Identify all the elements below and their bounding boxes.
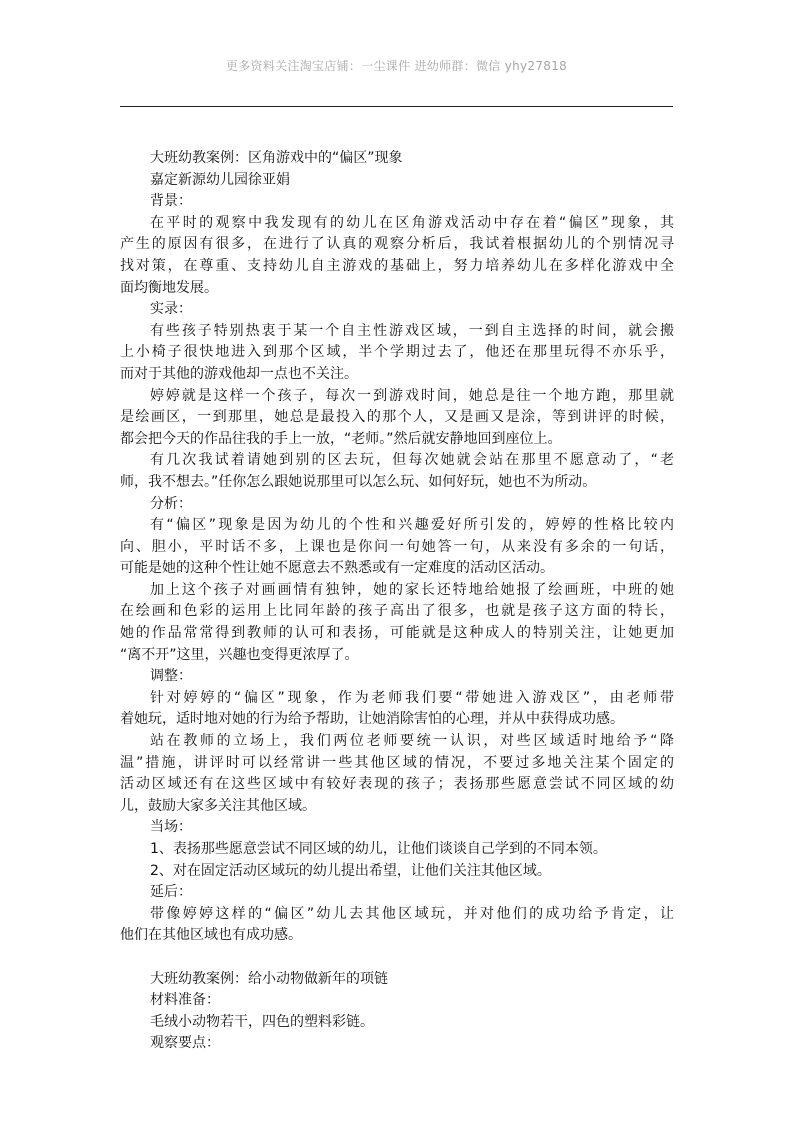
page-header: 更多资料关注淘宝店铺：一尘课件 进幼师群：微信 yhy27818	[225, 59, 568, 73]
paragraph-line: 有些孩子特别热衷于某一个自主性游戏区域，一到自主选择的时间，就会搬	[150, 322, 674, 339]
materials-label: 材料准备：	[150, 992, 220, 1009]
paragraph-line: 婷婷就是这样一个孩子，每次一到游戏时间，她总是往一个地方跑，那里就	[150, 387, 674, 404]
materials-text: 毛绒小动物若干，四色的塑料彩链。	[150, 1013, 374, 1030]
case2-title: 大班幼教案例：给小动物做新年的项链	[150, 970, 388, 987]
paragraph-line: 他们在其他区域也有成功感。	[120, 927, 302, 944]
paragraph-line: 而对于其他的游戏他却一点也不关注。	[120, 365, 358, 382]
paragraph-line: 都会把今天的作品往我的手上一放，“老师。”然后就安静地回到座位上。	[120, 430, 562, 447]
paragraph-line: 她的作品常常得到教师的认可和表扬，可能就是这种成人的特别关注，让她更加	[120, 625, 674, 642]
paragraph-line: 上小椅子很快地进入到那个区域，半个学期过去了，他还在那里玩得不亦乐乎，	[120, 344, 674, 361]
paragraph-line: 有“偏区”现象是因为幼儿的个性和兴趣爱好所引发的，婷婷的性格比较内	[150, 517, 674, 534]
paragraph-line: 活动区域还有在这些区域中有较好表现的孩子；表扬那些愿意尝试不同区域的幼	[120, 776, 674, 793]
paragraph-line: 面均衡地发展。	[120, 279, 218, 296]
now-label: 当场：	[150, 819, 192, 836]
paragraph-line: 站在教师的立场上，我们两位老师要统一认识，对些区域适时地给予“降	[150, 733, 674, 750]
list-item: 2、对在固定活动区域玩的幼儿提出希望，让他们关注其他区域。	[150, 862, 551, 879]
background-label: 背景：	[150, 193, 192, 210]
list-item: 1、表扬那些愿意尝试不同区域的幼儿，让他们谈谈自己学到的不同本领。	[150, 841, 607, 857]
record-label: 实录：	[150, 301, 192, 318]
document-body	[120, 148, 674, 1055]
later-label: 延后：	[150, 884, 192, 901]
paragraph-line: 师，我不想去。”任你怎么跟她说那里可以怎么玩、如何好玩，她也不为所动。	[120, 473, 597, 490]
adjust-label: 调整：	[150, 668, 192, 685]
paragraph-line: 儿，鼓励大家多关注其他区域。	[120, 797, 316, 814]
paragraph-line: 有几次我试着请她到别的区去玩，但每次她就会站在那里不愿意动了，“老	[150, 452, 674, 469]
paragraph-line: 是绘画区，一到那里，她总是最投入的那个人，又是画又是涂，等到讲评的时候，	[120, 409, 674, 426]
paragraph-line: 针对婷婷的“偏区”现象，作为老师我们要“带她进入游戏区”，由老师带	[150, 689, 674, 706]
analysis-label: 分析：	[150, 495, 192, 512]
paragraph-line: “离不开”这里，兴趣也变得更浓厚了。	[120, 646, 359, 663]
case1-author: 嘉定新源幼儿园徐亚娟	[150, 171, 290, 188]
paragraph-line: 着她玩，适时地对她的行为给予帮助，让她消除害怕的心理，并从中获得成功感。	[120, 711, 624, 728]
paragraph-line: 加上这个孩子对画画情有独钟，她的家长还特地给她报了绘画班，中班的她	[150, 581, 674, 598]
paragraph-line: 在平时的观察中我发现有的幼儿在区角游戏活动中存在着“偏区”现象，其	[150, 214, 674, 231]
paragraph-line: 产生的原因有很多，在进行了认真的观察分析后，我试着根据幼儿的个别情况寻	[120, 236, 674, 253]
observe-label: 观察要点：	[150, 1035, 220, 1052]
case1-title: 大班幼教案例：区角游戏中的“偏区”现象	[150, 150, 403, 166]
paragraph-line: 在绘画和色彩的运用上比同年龄的孩子高出了很多，也就是孩子这方面的特长，	[120, 603, 674, 620]
blank-line	[120, 947, 674, 969]
header-rule	[120, 106, 673, 107]
paragraph-line: 找对策，在尊重、支持幼儿自主游戏的基础上，努力培养幼儿在多样化游戏中全	[120, 257, 674, 274]
paragraph-line: 向、胆小，平时话不多，上课也是你问一句她答一句，从来没有多余的一句话，	[120, 538, 674, 555]
paragraph-line: 温”措施，讲评时可以经常讲一些其他区域的情况，不要过多地关注某个固定的	[120, 754, 674, 771]
paragraph-line: 带像婷婷这样的“偏区”幼儿去其他区域玩，并对他们的成功给予肯定，让	[150, 905, 674, 922]
paragraph-line: 可能是她的这种个性让她不愿意去不熟悉或有一定难度的活动区活动。	[120, 560, 554, 577]
